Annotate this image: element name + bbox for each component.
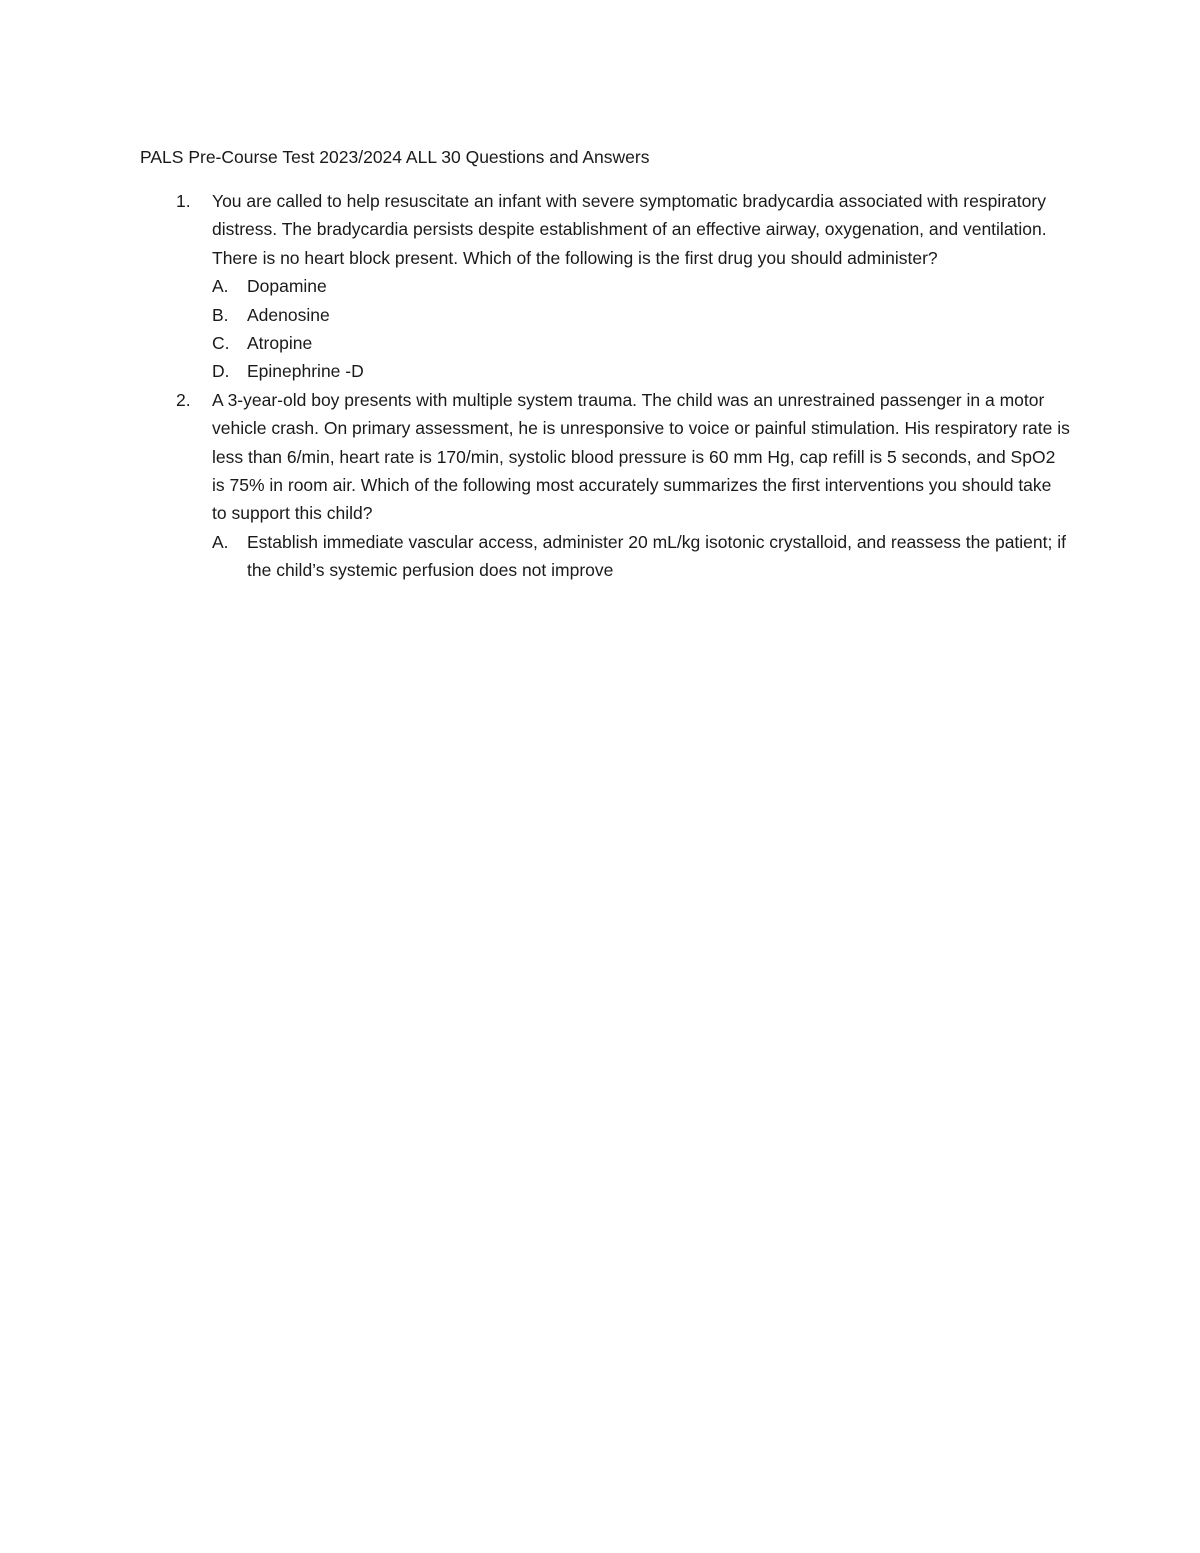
option-text: Adenosine (247, 304, 330, 325)
answer-options (212, 528, 1070, 585)
document-title: PALS Pre-Course Test 2023/2024 ALL 30 Questions and Answers (140, 147, 650, 167)
option-text: Establish immediate vascular access, administer 20 mL/kg isotonic crystalloid, and reassess the patient; if the child’s systemic perfusion does not improve (247, 531, 1066, 581)
option-letter: A. (212, 276, 229, 297)
option-letter: A. (212, 531, 229, 552)
answer-options (212, 272, 1070, 386)
question-number: 2. (176, 389, 191, 410)
answer-option-a (212, 528, 1070, 585)
question-2 (140, 386, 1070, 585)
option-letter: C. (212, 333, 230, 354)
option-text: Epinephrine -D (247, 361, 364, 382)
answer-option-c (212, 329, 1070, 357)
document-content (140, 143, 1070, 585)
answer-option-a (212, 272, 1070, 300)
question-number: 1. (176, 191, 191, 211)
answer-option-b (212, 301, 1070, 329)
question-text: A 3-year-old boy presents with multiple system trauma. The child was an unrestrained passenger in a motor vehicle crash. On primary assessment, he is unresponsive to voice or painful stimulation. His respiratory rate is less than 6/min, heart rate is 170/min, systolic blood pressure is 60 mm Hg, cap refill is 5 seconds, and SpO2 is 75% in room air. Which of the following most accurately summarizes the first interventions you should take to support this child? (212, 389, 1070, 524)
option-text: Dopamine (247, 276, 327, 297)
option-letter: D. (212, 361, 230, 382)
question-1 (140, 187, 1070, 386)
option-text: Atropine (247, 333, 313, 354)
option-letter: B. (212, 304, 229, 325)
answer-option-d (212, 357, 1070, 385)
question-text: You are called to help resuscitate an infant with severe symptomatic bradycardia associated with respiratory distress. The bradycardia persists despite establishment of an effective airway, oxygenation, and ventilation. There is no heart block present. Which of the following is the first drug you should administer? (212, 191, 1047, 268)
